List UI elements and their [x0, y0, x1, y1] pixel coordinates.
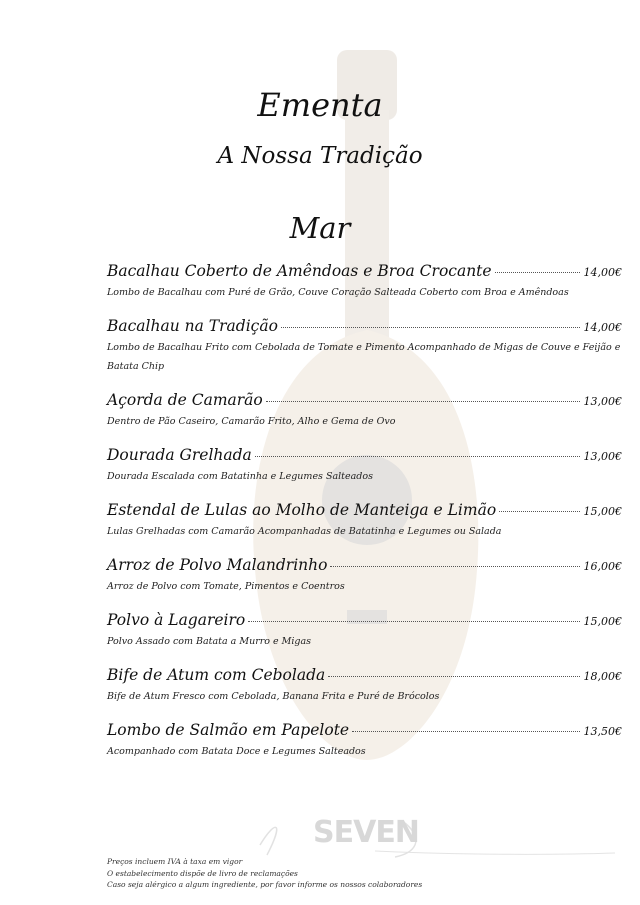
dotted-leader [352, 730, 579, 732]
item-description: Dourada Escalada com Batatinha e Legumes Salteados [107, 471, 373, 482]
item-description: Polvo Assado com Batata a Murro e Migas [107, 636, 312, 647]
menu-item [107, 262, 622, 302]
dotted-leader [248, 620, 579, 622]
item-price: 14,00€ [583, 266, 622, 279]
menu-item [107, 391, 622, 431]
item-price: 13,00€ [583, 450, 622, 463]
item-name: Lombo de Salmão em Papelote [107, 721, 350, 739]
item-name: Estendal de Lulas ao Molho de Manteiga e Limão [107, 501, 497, 519]
item-name: Bacalhau na Tradição [107, 317, 278, 335]
item-name: Arroz de Polvo Malandrinho [107, 556, 328, 574]
footer-line: O estabelecimento dispõe de livro de reclamações [107, 868, 298, 878]
item-description: Acompanhado com Batata Doce e Legumes Salteados [107, 746, 366, 757]
section-title: Mar [289, 211, 351, 245]
item-price: 13,50€ [583, 725, 622, 738]
logo-swash-icon [255, 815, 615, 860]
item-description: Bife de Atum Fresco com Cebolada, Banana Frita e Puré de Brócolos [107, 691, 440, 702]
menu-list [107, 262, 622, 776]
menu-item [107, 446, 622, 486]
menu-item [107, 611, 622, 651]
item-price: 15,00€ [583, 615, 622, 628]
item-description: Arroz de Polvo com Tomate, Pimentos e Coentros [107, 581, 345, 592]
dotted-leader [499, 510, 579, 512]
item-description: Lombo de Bacalhau Frito com Cebolada de Tomate e Pimento Acompanhado de Migas de Couve e Feijão e Batata Chip [107, 342, 621, 372]
menu-item [107, 317, 622, 376]
item-name: Açorda de Camarão [107, 391, 263, 409]
logo-text: SEVEN [313, 815, 419, 850]
footer-notes [107, 856, 422, 891]
item-description: Lulas Grelhadas com Camarão Acompanhadas de Batatinha e Legumes ou Salada [107, 526, 502, 537]
page-title: Ementa [257, 86, 383, 124]
menu-item [107, 666, 622, 706]
item-description: Lombo de Bacalhau com Puré de Grão, Couve Coração Salteada Coberto com Broa e Amêndoas [107, 287, 569, 298]
item-price: 14,00€ [583, 321, 622, 334]
item-price: 18,00€ [583, 670, 622, 683]
menu-item [107, 501, 622, 541]
item-name: Bacalhau Coberto de Amêndoas e Broa Crocante [107, 262, 492, 280]
dotted-leader [328, 675, 579, 677]
dotted-leader [495, 271, 580, 273]
dotted-leader [281, 326, 580, 328]
item-price: 13,00€ [583, 395, 622, 408]
menu-item [107, 721, 622, 761]
menu-item [107, 556, 622, 596]
item-price: 15,00€ [583, 505, 622, 518]
footer-line: Caso seja alérgico a algum ingrediente, por favor informe os nossos colaboradores [107, 880, 423, 889]
item-description: Dentro de Pão Caseiro, Camarão Frito, Alho e Gema de Ovo [107, 416, 396, 427]
item-name: Bife de Atum com Cebolada [107, 666, 326, 684]
item-price: 16,00€ [583, 560, 622, 573]
dotted-leader [330, 565, 579, 567]
page-subtitle: A Nossa Tradição [217, 143, 423, 169]
item-name: Dourada Grelhada [107, 446, 252, 464]
footer-line: Preços incluem IVA à taxa em vigor [107, 857, 243, 866]
dotted-leader [266, 400, 580, 402]
item-name: Polvo à Lagareiro [107, 611, 246, 629]
brand-logo [255, 815, 615, 860]
dotted-leader [255, 455, 580, 457]
